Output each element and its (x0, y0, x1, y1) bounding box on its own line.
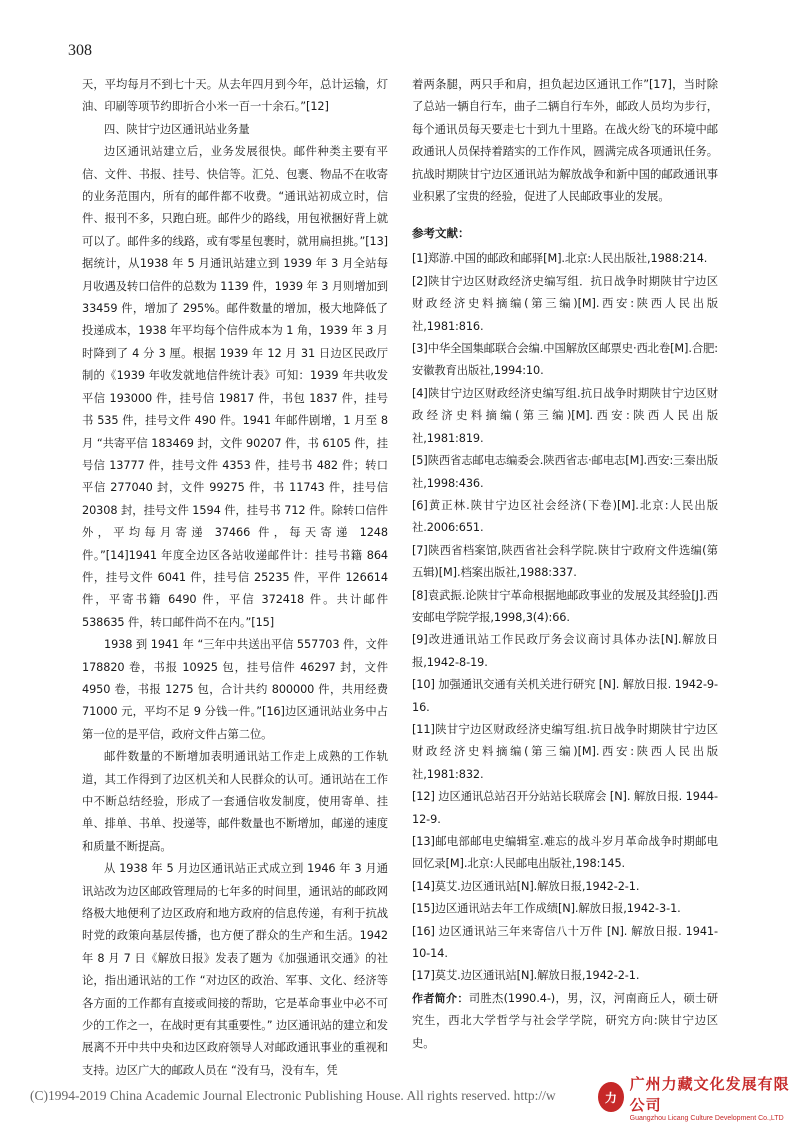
paragraph: 边区通讯站建立后，业务发展很快。邮件种类主要有平信、文件、书报、挂号、快信等。汇兑、包裹、物品不在收寄的业务范围内，所有的邮件都不收费。“通讯站初成立时，信件、报刊不多，只跑白班。邮件少的路线，用包袱捆好背上就可以了。邮件多的线路，或有零星包裹时，就用扁担挑。”[13]据统计，从1938 年 5 月通讯站建立到 1939 年 3 月全站每月收遇及转口信件的总数为 1139 件，1939 年 3 月则增加到 33459 件，增加了 295%。邮件数量的增加，极大地降低了投递成本，1938 年平均每个信件成本为 1 角，1939 年 3 月时降到了 4 分 3 厘。根据 1939 年 12 月 31 日边区民政厅制的《1939 年收发就地信件统计表》可知：1939 年共收发平信 193000 件，挂号信 19817 件，书包 1837 件，挂号书 535 件，挂号文件 490 件。1941 年邮件剧增，1 月至 8 月 “共寄平信 183469 封，文件 90207 件，书 6105 件，挂号信 13777 件，挂号文件 4353 件，挂号书 482 件；转口平信 277040 封，文件 99275 件，书 11743 件，挂号信 20308 封，挂号文件 1594 件，挂号书 712 件。除转口信件外，平均每月寄递 37466 件，每天寄递 1248 件。”[14]1941 年度全边区各站收递邮件计：挂号书籍 864 件，挂号文件 6041 件，挂号信 25235 件，平件 126614 件，平寄书籍 6490 件，平信 372418 件。共计邮件 538635 件，转口邮件尚不在内。”[15] (82, 145, 388, 629)
right-column (412, 74, 718, 1055)
page-number: 308 (68, 42, 92, 59)
publisher-name-en: Guangzhou Licang Culture Development Co.,LTD (629, 1114, 784, 1122)
reference-item: [13]邮电部邮电史编辑室.难忘的战斗岁月革命战争时期邮电回忆录[M].北京:人民邮电出版社,198:145. (412, 835, 718, 871)
reference-item: [2]陕甘宁边区财政经济史编写组．抗日战争时期陕甘宁边区财政经济史料摘编(第三编)[M].西安:陕西人民出版社,1981:816. (412, 274, 718, 333)
references-list (412, 248, 718, 987)
copyright-footer: (C)1994-2019 China Academic Journal Electronic Publishing House. All rights reserved. http://w (30, 1088, 556, 1103)
reference-item: [11]陕甘宁边区财政经济史编写组.抗日战争时期陕甘宁边区财政经济史料摘编(第三编)[M].西安:陕西人民出版社,1981:832. (412, 722, 718, 781)
left-column (82, 74, 388, 1082)
author-bio (412, 988, 718, 1055)
reference-item: [10] 加强通讯交通有关机关进行研究 [N]. 解放日报. 1942-9-16. (412, 678, 718, 714)
paragraph: 1938 到 1941 年 “三年中共送出平信 557703 件，文件 178820 卷，书报 10925 包，挂号信件 46297 封，文件 4950 卷，书报 1275 包，合计共约 800000 件，共用经费 71000 元，平均不足 9 分钱一件。”[16]边区通讯站业务中占第一位的是平信，政府文件占第二位。 (82, 638, 388, 741)
publisher-logo-icon: 力 (598, 1082, 624, 1112)
reference-item: [15]边区通讯站去年工作成绩[N].解放日报,1942-3-1. (412, 902, 681, 916)
reference-item: [6]黄正林.陕甘宁边区社会经济(下卷)[M].北京:人民出版社.2006:651. (412, 498, 718, 535)
reference-item: [4]陕甘宁边区财政经济史编写组.抗日战争时期陕甘宁边区财政经济史料摘编(第三编)[M].西安:陕西人民出版社,1981:819. (412, 386, 718, 445)
publisher-name-cn: 广州力藏文化发展有限公司 (629, 1074, 790, 1114)
reference-item: [9]改进通讯站工作民政厅务会议商讨具体办法[N].解放日报,1942-8-19. (412, 633, 718, 669)
reference-item: [8]袁武振.论陕甘宁革命根据地邮政事业的发展及其经验[J].西安邮电学院学报,1998,3(4):66. (412, 588, 718, 624)
publisher-watermark-text (630, 1073, 794, 1122)
paragraph-continuation: 着两条腿，两只手和肩，担负起边区通讯工作”[17]，当时除了总站一辆自行车，曲子二辆自行车外，邮政人员均为步行，每个通讯员每天要走七十到九十里路。在战火纷飞的环境中邮政通讯人员保持着踏实的工作作风，圆满完成各项通讯任务。抗战时期陕甘宁边区通讯站为解放战争和新中国的邮政通讯事业积累了宝贵的经验，促进了人民邮政事业的发展。 (412, 78, 718, 204)
reference-item: [3]中华全国集邮联合会编.中国解放区邮票史·西北卷[M].合肥:安徽教育出版社,1994:10. (412, 342, 718, 378)
reference-item: [16] 边区通讯站三年来寄信八十万件 [N]. 解放日报. 1941-10-14. (412, 924, 718, 961)
reference-item: [12] 边区通讯总站召开分站站长联席会 [N]. 解放日报. 1944-12-9. (412, 790, 718, 826)
paragraph: 从 1938 年 5 月边区通讯站正式成立到 1946 年 3 月通讯站改为边区邮政管理局的七年多的时间里，通讯站的邮政网络极大地便利了边区政府和地方政府的信息传递，有利于抗战时党的政策向基层传播，也方便了群众的生产和生活。1942 年 8 月 7 日《解放日报》发表了题为《加强通讯交通》的社论，指出通讯站的工作 “对边区的政治、军事、文化、经济等各方面的工作都有直接或间接的帮助，它是革命事业中必不可少的工作之一，在战时更有其重要性。” 边区通讯站的建立和发展离不开中共中央和边区政府领导人对邮政通讯事业的重视和支持。边区广大的邮政人员在 “没有马，没有车，凭 (82, 862, 388, 1077)
reference-item: [17]莫艾.边区通讯站[N].解放日报,1942-2-1. (412, 969, 640, 983)
publisher-watermark (598, 1074, 794, 1122)
reference-item: [1]郑游.中国的邮政和邮驿[M].北京:人民出版社,1988:214. (412, 252, 708, 266)
reference-item: [7]陕西省档案馆,陕西省社会科学院.陕甘宁政府文件选编(第五辑)[M].档案出版社,1988:337. (412, 543, 718, 580)
author-bio-text: 司胜杰(1990.4-)，男，汉，河南商丘人，硕士研究生，西北大学哲学与社会学学院，研究方向:陕甘宁边区史。 (412, 991, 718, 1050)
paragraph: 邮件数量的不断增加表明通讯站工作走上成熟的工作轨道，其工作得到了边区机关和人民群众的认可。通讯站在工作中不断总结经验，形成了一套通信收发制度，使用寄单、挂单、排单、书单、投递等，邮件数量也不断增加，邮递的速度和质量不断提高。 (82, 750, 388, 853)
author-bio-label: 作者简介： (412, 991, 469, 1005)
references-title: 参考文献： (412, 226, 470, 241)
paragraph-continuation: 天，平均每月不到七十天。从去年四月到今年，总计运输，灯油、印刷等项节约即折合小米一百一十余石。”[12] (82, 78, 388, 114)
reference-item: [14]莫艾.边区通讯站[N].解放日报,1942-2-1. (412, 879, 640, 893)
section-heading: 四、陕甘宁边区通讯站业务量 (104, 122, 250, 136)
reference-item: [5]陕西省志邮电志编委会.陕西省志·邮电志[M].西安:三秦出版社,1998:436. (412, 454, 718, 490)
